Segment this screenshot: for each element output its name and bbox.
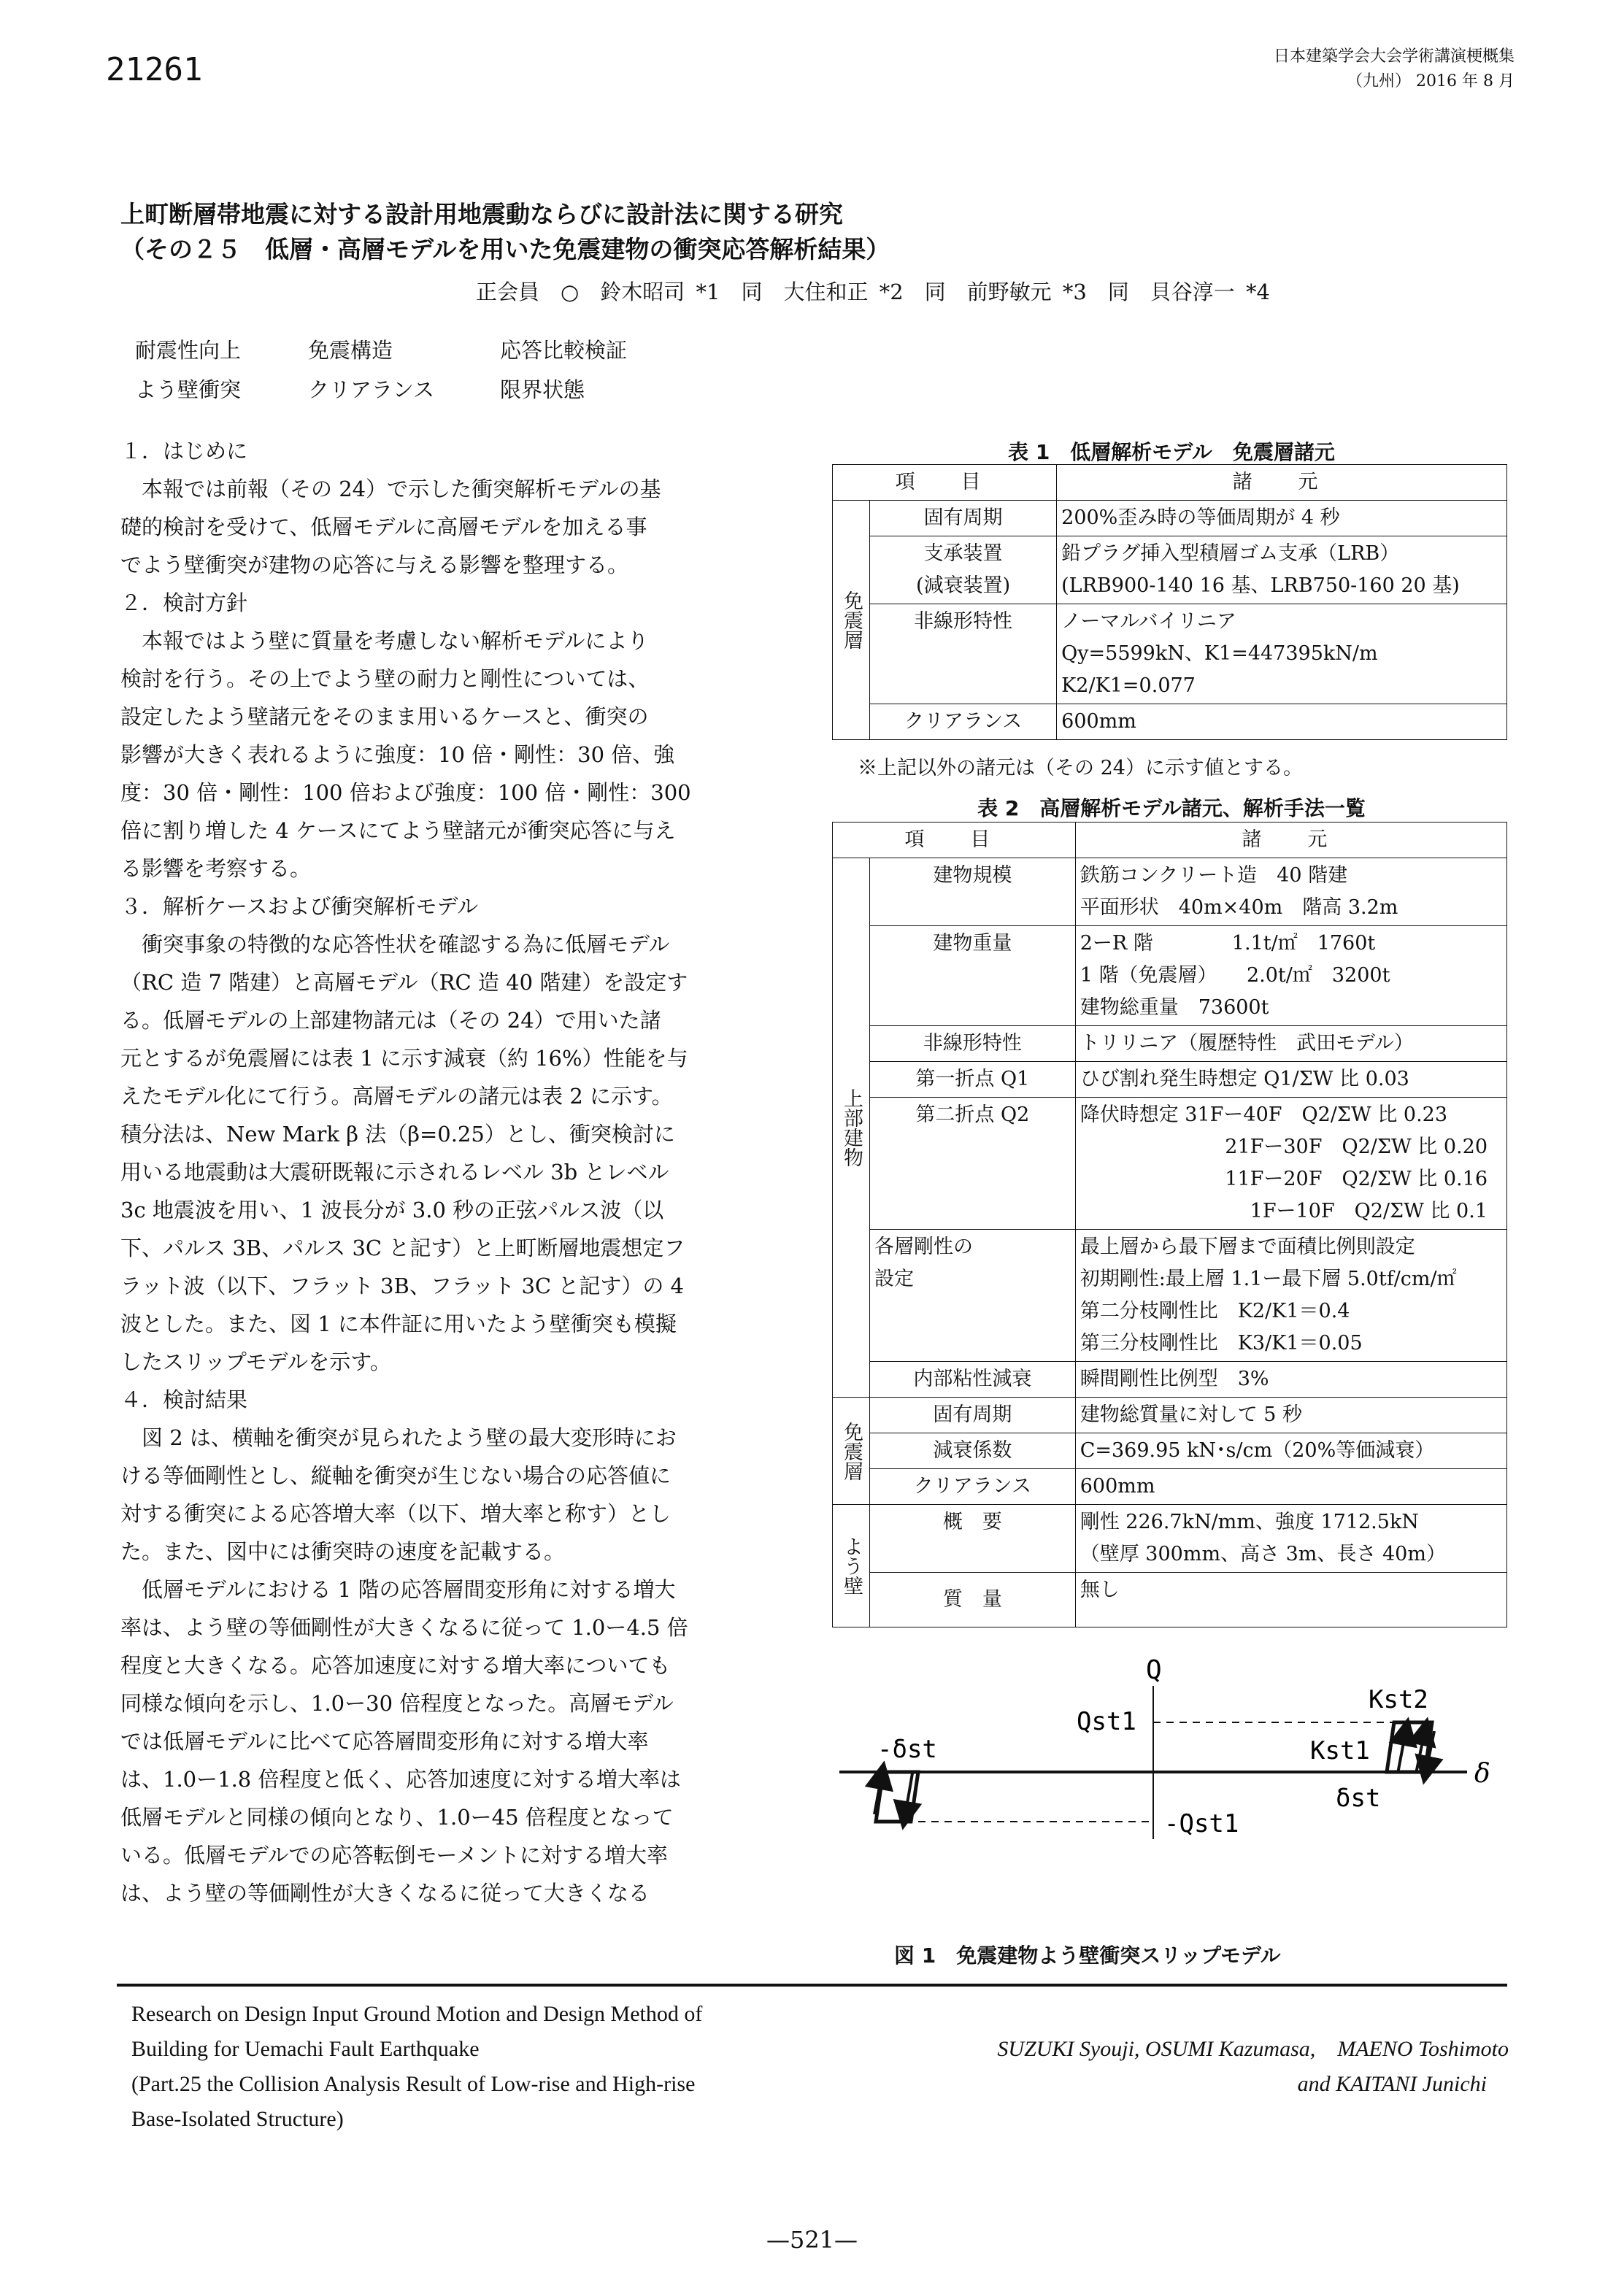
body-text-line: は、よう壁の等価剛性が大きくなるに従って大きくなる [120, 1881, 650, 1906]
table2-spec: 剛性 226.7kN/mm、強度 1712.5kN （壁厚 300mm、高さ 3m、長さ 40m） [1075, 1505, 1506, 1573]
table1-item: 非線形特性 [870, 604, 1057, 704]
paper-subtitle: （その２５ 低層・高層モデルを用いた免震建物の衝突応答解析結果） [120, 235, 890, 263]
qst1-label: Qst1 [1077, 1707, 1136, 1736]
right-hysteresis-loop [1387, 1722, 1432, 1772]
right-loop-arrow [1416, 1731, 1425, 1773]
body-text-line: は、1.0ー1.8 倍程度と低く、応答加速度に対する増大率は [120, 1767, 681, 1792]
table2-spec: 無し [1075, 1573, 1506, 1627]
body-text-line: 倍に割り増した 4 ケースにてよう壁諸元が衝突応答に与え [120, 818, 676, 843]
q-axis-label: Q [1146, 1655, 1162, 1685]
table1-header-spec: 諸 元 [1057, 465, 1507, 501]
body-text-line: 程度と大きくなる。応答加速度に対する増大率についても [120, 1653, 671, 1678]
body-text-line: 低層モデルにおける 1 階の応答層間変形角に対する増大 [120, 1577, 676, 1602]
table1-category: 免震層 [833, 501, 870, 740]
body-text-line: でよう壁衝突が建物の応答に与える影響を整理する。 [120, 552, 629, 577]
table2-item: 概 要 [870, 1505, 1076, 1573]
table2-spec: トリリニア（履歴特性 武田モデル） [1075, 1026, 1506, 1062]
body-text-line: 3c 地震波を用い、1 波長分が 3.0 秒の正弦パルス波（以 [120, 1198, 664, 1222]
figure1-slip-model [832, 1649, 1511, 1912]
delta-axis-label: δ [1474, 1759, 1490, 1789]
table2-header-spec: 諸 元 [1075, 823, 1506, 858]
keyword: クリアランス [308, 377, 435, 402]
author-list: 正会員 ○ 鈴木昭司 *1 同 大住和正 *2 同 前野敏元 *3 同 貝谷淳一 *4 [476, 280, 1270, 304]
body-text-line: 積分法は、New Mark β 法（β=0.25）とし、衝突検討に [120, 1122, 675, 1147]
body-text-line: いる。低層モデルでの応答転倒モーメントに対する増大率 [120, 1843, 668, 1868]
table2-caption: 表 2 高層解析モデル諸元、解析手法一覧 [977, 796, 1366, 820]
keyword: よう壁衝突 [135, 377, 242, 402]
paper-title: 上町断層帯地震に対する設計用地震動ならびに設計法に関する研究 [120, 200, 843, 228]
section-heading: ２．検討方針 [120, 590, 248, 615]
paper-id: 21261 [106, 51, 203, 88]
neg-dst-label: -δst [877, 1735, 937, 1764]
keyword: 免震構造 [308, 338, 393, 363]
body-text-line: 衝突事象の特徴的な応答性状を確認する為に低層モデル [120, 932, 670, 957]
table1-spec: 鉛プラグ挿入型積層ゴム支承（LRB） (LRB900-140 16 基、LRB750-160 20 基) [1057, 536, 1507, 604]
table2-category: 免震層 [833, 1398, 870, 1505]
body-text-line: る。低層モデルの上部建物諸元は（その 24）で用いた諸 [120, 1008, 661, 1033]
body-text-line: 本報ではよう壁に質量を考慮しない解析モデルにより [120, 628, 649, 653]
table2-item: 質 量 [870, 1573, 1076, 1627]
table1-item: クリアランス [870, 704, 1057, 740]
table2-spec: ひび割れ発生時想定 Q1/ΣW 比 0.03 [1075, 1062, 1506, 1098]
body-text-line: 用いる地震動は大震研既報に示されるレベル 3b とレベル [120, 1160, 669, 1184]
body-text-line: したスリップモデルを示す。 [120, 1349, 391, 1374]
publication-date: （九州） 2016 年 8 月 [1347, 72, 1515, 90]
body-text-line: 同様な傾向を示し、1.0ー30 倍程度となった。高層モデル [120, 1691, 674, 1716]
body-text-line: （RC 造 7 階建）と高層モデル（RC 造 40 階建）を設定す [120, 970, 688, 995]
body-text-line: る影響を考察する。 [120, 856, 312, 881]
body-text-line: ける等価剛性とし、縦軸を衝突が生じない場合の応答値に [120, 1463, 671, 1488]
table2-item: 第二折点 Q2 [870, 1098, 1076, 1230]
body-text-line: 低層モデルと同様の傾向となり、1.0ー45 倍程度となって [120, 1805, 674, 1830]
body-text-line: では低層モデルに比べて応答層間変形角に対する増大率 [120, 1729, 649, 1754]
footer-divider [117, 1984, 1507, 1987]
body-text-line: 図 2 は、横軸を衝突が見られたよう壁の最大変形時にお [120, 1425, 677, 1450]
body-text-line: 元とするが免震層には表 1 に示す減衰（約 16%）性能を与 [120, 1046, 688, 1071]
table2-item: 固有周期 [870, 1398, 1076, 1433]
table2-category: よう壁 [833, 1505, 870, 1627]
table2 [832, 822, 1507, 1627]
body-text-line: 度：30 倍・剛性：100 倍および強度：100 倍・剛性：300 [120, 780, 691, 805]
section-heading: ３．解析ケースおよび衝突解析モデル [120, 894, 479, 919]
body-text-line: えたモデル化にて行う。高層モデルの諸元は表 2 に示す。 [120, 1084, 673, 1109]
table2-spec: 降伏時想定 31Fー40F Q2/ΣW 比 0.23 21Fー30F Q2/ΣW 比 0.20 11Fー20F Q2/ΣW 比 0.16 1Fー10F Q2/ΣW 比 0.1 [1075, 1098, 1506, 1230]
table2-spec: 最上層から最下層まで面積比例則設定 初期剛性:最上層 1.1ー最下層 5.0tf/cm/㎡ 第二分枝剛性比 K2/K1＝0.4 第三分枝剛性比 K3/K1＝0.05 [1075, 1230, 1506, 1362]
dst-label: δst [1336, 1784, 1381, 1813]
table1-note: ※上記以外の諸元は（その 24）に示す値とする。 [858, 757, 1303, 779]
table2-item: クリアランス [870, 1469, 1076, 1505]
english-title: Research on Design Input Ground Motion and Design Method of Building for Uemachi Fault Earthquake (Part.25 the Collision Analysis Result of Low-rise and High-rise Base-Isolated Structure) [131, 2002, 703, 2131]
table2-spec: 鉄筋コンクリート造 40 階建 平面形状 40m×40m 階高 3.2m [1075, 858, 1506, 926]
keyword: 耐震性向上 [135, 338, 242, 363]
table2-item: 建物重量 [870, 926, 1076, 1026]
kst2-label: Kst2 [1369, 1685, 1428, 1714]
body-text-line: た。また、図中には衝突時の速度を記載する。 [120, 1539, 566, 1564]
table1-spec: 200%歪み時の等価周期が 4 秒 [1057, 501, 1507, 536]
body-text-line: 対する衝突による応答増大率（以下、増大率と称す）とし [120, 1501, 671, 1526]
table2-item: 第一折点 Q1 [870, 1062, 1076, 1098]
table2-spec: 600mm [1075, 1469, 1506, 1505]
table1-spec: 600mm [1057, 704, 1507, 740]
table1-item: 支承装置 (減衰装置) [870, 536, 1057, 604]
body-text-line: ラット波（以下、フラット 3B、フラット 3C と記す）の 4 [120, 1274, 684, 1298]
neg-qst1-label: -Qst1 [1164, 1809, 1239, 1838]
table2-category: 上部建物 [833, 858, 870, 1398]
table2-header-item: 項 目 [833, 823, 1076, 858]
table2-spec: 建物総質量に対して 5 秒 [1075, 1398, 1506, 1433]
table2-item: 建物規模 [870, 858, 1076, 926]
section-heading: ４．検討結果 [120, 1387, 248, 1412]
kst1-label: Kst1 [1310, 1736, 1370, 1765]
body-text-line: 波とした。また、図 1 に本件証に用いたよう壁衝突も模擬 [120, 1311, 677, 1336]
table1-header-item: 項 目 [833, 465, 1057, 501]
body-text-line: 設定したよう壁諸元をそのまま用いるケースと、衝突の [120, 704, 649, 729]
publication-name: 日本建築学会大会学術講演梗概集 [1273, 47, 1515, 66]
body-text-line: 検討を行う。その上でよう壁の耐力と剛性については、 [120, 666, 650, 691]
body-text-line: 礎的検討を受けて、低層モデルに高層モデルを加える事 [120, 515, 647, 539]
table2-item: 減衰係数 [870, 1433, 1076, 1469]
table2-spec: 瞬間剛性比例型 3% [1075, 1362, 1506, 1398]
table2-spec: 2ーR 階 1.1t/㎡ 1760t 1 階（免震層） 2.0t/㎡ 3200t 建物総重量 73600t [1075, 926, 1506, 1026]
body-text-line: 影響が大きく表れるように強度：10 倍・剛性：30 倍、強 [120, 742, 675, 767]
section-heading: １．はじめに [120, 439, 248, 463]
keyword: 限界状態 [500, 377, 585, 402]
table2-item: 内部粘性減衰 [870, 1362, 1076, 1398]
right-loop-arrow [1398, 1731, 1406, 1773]
english-authors: SUZUKI Syouji, OSUMI Kazumasa, MAENO Toshimoto and KAITANI Junichi [997, 2037, 1509, 2096]
table1-item: 固有周期 [870, 501, 1057, 536]
body-text-line: 本報では前報（その 24）で示した衝突解析モデルの基 [120, 477, 661, 501]
table1 [832, 464, 1507, 740]
table2-item: 各層剛性の 設定 [870, 1230, 1076, 1362]
table2-item: 非線形特性 [870, 1026, 1076, 1062]
table1-spec: ノーマルバイリニア Qy=5599kN、K1=447395kN/m K2/K1=0.077 [1057, 604, 1507, 704]
page-number: —521— [766, 2226, 858, 2254]
table1-caption: 表 1 低層解析モデル 免震層諸元 [1008, 440, 1335, 464]
figure1-caption: 図 1 免震建物よう壁衝突スリップモデル [894, 1943, 1281, 1968]
table2-spec: C=369.95 kN･s/cm（20%等価減衰） [1075, 1433, 1506, 1469]
body-text-line: 下、パルス 3B、パルス 3C と記す）と上町断層地震想定フ [120, 1236, 685, 1260]
body-text-line: 率は、よう壁の等価剛性が大きくなるに従って 1.0ー4.5 倍 [120, 1615, 688, 1640]
keyword: 応答比較検証 [500, 338, 628, 363]
